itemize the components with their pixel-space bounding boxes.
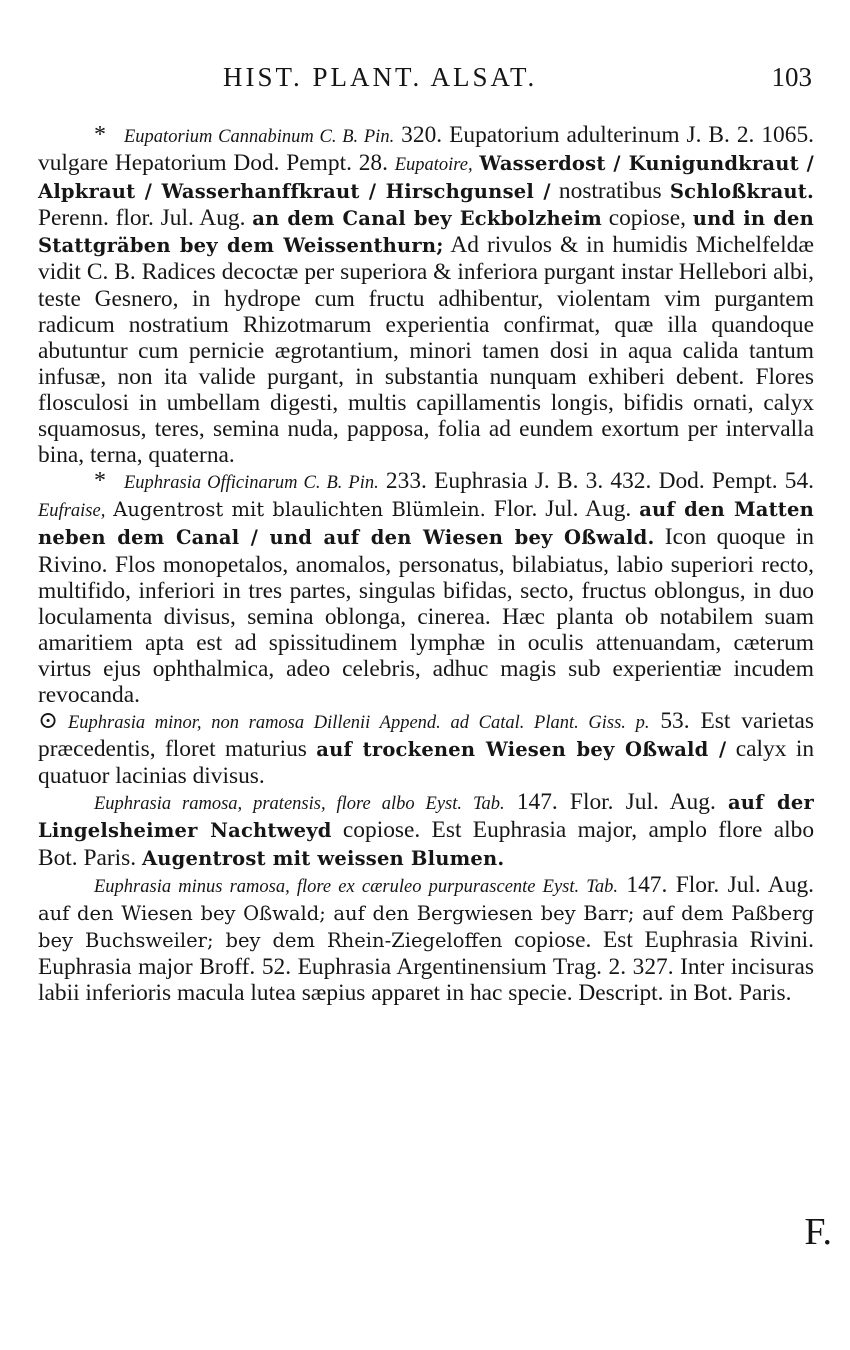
- running-head: [38, 62, 814, 102]
- perennial-circle-icon: ⊙: [38, 708, 59, 735]
- german-text: an dem Canal bey Eckbolzheim: [252, 207, 602, 231]
- german-text: auf trockenen Wiesen bey Oßwald /: [316, 738, 727, 762]
- latin-name: Euphrasia minus ramosa, flore ex cæruleo purpurascente Eyst. Tab.: [94, 876, 619, 897]
- signature-mark: F.: [804, 1211, 832, 1253]
- body-text: [38, 122, 814, 1006]
- german-text: auf den Matten neben dem Canal / und auf den Wiesen bey Oßwald.: [38, 498, 814, 550]
- entry-euphrasia-ramosa: [38, 789, 814, 871]
- latin-text: calyx in quatuor lacinias divisus.: [38, 736, 815, 790]
- german-text: Wasserdost / Kunigundkraut / Alpkraut / Wasserhanffkraut / Hirschgunsel /: [38, 152, 815, 204]
- latin-text: 320. Eupatorium adulterinum J. B. 2. 1065. vulgare Hepatorium Dod. Pempt. 28.: [38, 122, 814, 177]
- german-text: Augentrost mit blaulichten Blümlein.: [113, 498, 486, 522]
- latin-text: 147. Flor. Jul. Aug.: [504, 789, 728, 816]
- asterisk-mark: *: [94, 468, 106, 495]
- latin-text: nostratibus: [550, 178, 670, 205]
- latin-text: copiose,: [601, 205, 693, 232]
- entry-euphrasia-officinarum: [38, 468, 814, 708]
- latin-name: Euphrasia ramosa, pratensis, flore albo Eyst. Tab.: [94, 794, 505, 815]
- latin-text: 233. Euphrasia J. B. 3. 432. Dod. Pempt. 54.: [378, 468, 814, 495]
- page: [38, 62, 814, 1006]
- page-number: 103: [771, 62, 812, 92]
- german-text: Augentrost mit weissen Blumen.: [141, 846, 505, 870]
- entry-eupatorium: [38, 122, 814, 468]
- latin-text: Flor. Jul. Aug.: [485, 496, 640, 523]
- latin-text: copiose. Est Euphrasia Rivini. Euphrasia major Broff. 52. Euphrasia Argentinensium Trag. 2. 327. Inter incisuras labii inferioris macula lutea sæpius apparet in hac specie. Descript. in Bot. Paris.: [38, 926, 814, 1006]
- german-text: auf den Wiesen bey Oßwald; auf den Bergwiesen bey Barr; auf dem Paßberg bey Buchsweiler; bey dem Rhein-Ziegeloffen: [38, 901, 814, 952]
- latin-text: 53. Est varietas præcedentis, floret maturius: [38, 708, 814, 763]
- german-text: und in den Stattgräben bey dem Weissenthurn;: [38, 207, 815, 258]
- latin-text: Ad rivulos & in humidis Michelfeldæ vidit C. B. Radices decoctæ per superiora & inferiora purgant instar Hellebori albi, teste Gesnero, in hydrope cum fructu adhibentur, violentam vim purgantem radicum nostratium Rhizotmarum experientia confirmat, quæ illa quandoque abutuntur cum pernicie ægrotantium, minori tamen dosi in aqua calida tantum infusæ, non ita valide purgant, in substantia nunquam exhiberi debent. Flores flosculosi in umbellam digesti, multis capillamentis longis, bifidis ornati, calyx squamosus, teres, semina nuda, papposa, folia ad eundem exortum per intervalla bina, terna, quaterna.: [38, 232, 814, 469]
- asterisk-mark: *: [94, 122, 106, 148]
- latin-text: 147. Flor. Jul. Aug.: [618, 871, 814, 898]
- latin-text: Perenn. flor. Jul. Aug.: [38, 205, 253, 232]
- entry-euphrasia-minus-ramosa: [38, 872, 814, 1006]
- latin-name: Eupatorium Cannabinum C. B. Pin.: [124, 127, 395, 147]
- latin-name: Euphrasia Officinarum C. B. Pin.: [124, 473, 379, 494]
- german-text: Schloßkraut.: [669, 180, 814, 204]
- german-text: auf der Lingelsheimer Nachtweyd: [38, 791, 814, 843]
- latin-name: Eupatoire,: [394, 155, 473, 176]
- running-title: HIST. PLANT. ALSAT.: [223, 62, 538, 92]
- latin-text: copiose. Est Euphrasia major, amplo flore albo Bot. Paris.: [38, 817, 815, 871]
- entry-euphrasia-minor: [38, 708, 814, 789]
- latin-text: Icon quoque in Rivino. Flos monopetalos, anomalos, personatus, bilabiatus, labio superiori recto, multifido, inferiori in tres partes, singulas bifidas, secto, fructus oblongus, in duo loculamenta divisus, semina oblonga, cinerea. Hæc planta ob notabilem suam amaritiem apta est ad spissitudinem lymphæ in oculis attenuandam, cæterum virtus ejus ophthalmica, adeo celebris, adhuc magis sub experientiæ incudem revocanda.: [38, 524, 814, 708]
- latin-name: Eufraise,: [38, 501, 106, 522]
- latin-name: Euphrasia minor, non ramosa Dillenii Append. ad Catal. Plant. Giss. p.: [68, 713, 650, 734]
